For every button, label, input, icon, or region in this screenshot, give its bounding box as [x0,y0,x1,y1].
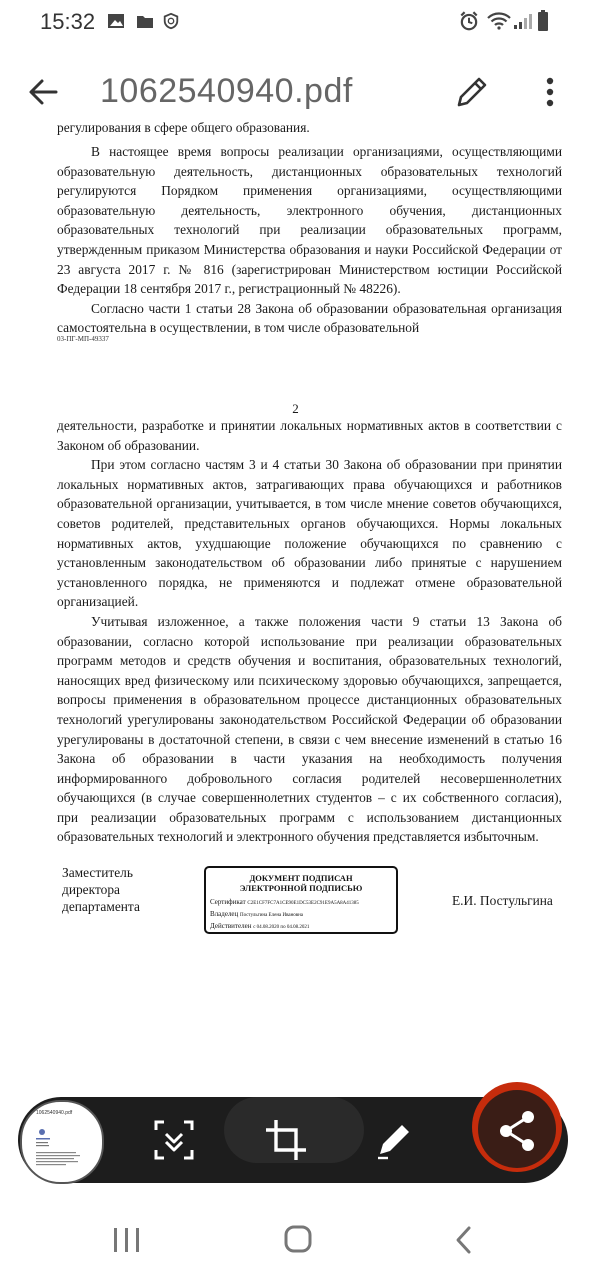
crop-icon[interactable] [258,1112,314,1168]
signer-position [62,864,140,915]
stamp-label: Сертификат [210,898,246,906]
navigation-bar [0,1200,591,1280]
signer-name: Е.И. Постульгина [452,893,553,908]
battery-icon [536,10,550,32]
clipped-text-line: регулирования в сфере общего образования. [57,120,310,135]
gallery-icon [106,10,126,32]
alarm-icon [458,10,480,32]
stamp-validity [210,921,396,933]
shield-icon [162,10,180,32]
page1-body [57,142,562,338]
status-time: 15:32 [40,9,96,34]
document-title: 1062540940.pdf [100,72,353,110]
paragraph: Согласно части 1 статьи 28 Закона об образовании образовательная организация самостоятельна в осуществлении, в том числе образовательной [57,300,562,336]
screenshot-thumbnail[interactable] [20,1100,104,1184]
pdf-page-2 [0,367,591,1200]
status-bar [0,0,591,44]
stamp-label: Действителен [210,922,252,930]
pdf-viewer[interactable] [0,120,591,1200]
stamp-owner [210,909,396,921]
home-icon[interactable] [276,1222,320,1258]
back-arrow-icon[interactable] [22,70,66,114]
folder-icon [135,10,155,32]
stamp-value: с 04.08.2020 по 04.08.2021 [253,925,310,930]
back-icon[interactable] [442,1222,486,1258]
page2-body [57,416,562,847]
signer-position-line: директора [62,882,120,897]
wifi-icon [486,10,512,32]
paragraph: При этом согласно частям 3 и 4 статьи 30 Закона об образовании при принятии локальных нормативных актов, затрагивающих права обучающихся и работников образовательной организации, учитывается, в том числе мнение советов обучающихся, советов родителей, представительных органов обучающихся. Нормы локальных нормативных актов, ухудшающие положение обучающихся по сравнению с установленным законодательством об образовании либо принятые с нарушением установленного порядка, не применяются и подлежат отмене образовательной организацией. [57,457,562,610]
paragraph: Учитывая изложенное, а также положения части 9 статьи 13 Закона об образовании, согласно которой использование при реализации образовательных программ методов и средств обучения и воспитания, образовательных технологий, наносящих вред физическому или психическому здоровью обучающихся, запрещается, вопросы применения в образовательном процессе дистанционных образовательных технологий урегулированы законодательством Российской Федерации об образовании урегулированы в достаточной степени, в связи с чем внесение изменений в статью 16 Закона об образовании в части указания на необходимость получения информированного добровольного согласия родителей несовершеннолетних обучающихся (в случае совершеннолетних студентов – с их собственного согласия), при реализации образовательных программ с использованием дистанционных образовательных технологий и электронного обучения представляется избыточным. [57,613,562,845]
paragraph: В настоящее время вопросы реализации организациями, осуществляющими образовательную деятельность, дистанционных образовательных технологий регулируются Порядком применения организациями, осуществляющими образовательную деятельность, электронного обучения, дистанционных образовательных технологий при реализации образовательных программ, утвержденным приказом Министерства образования и науки Российской Федерации от 23 августа 2017 г. № 816 (зарегистрирован Министерством юстиции Российской Федерации 18 сентября 2017 г., регистрационный № 48226). [57,144,562,297]
stamp-value: C2E1CF7FC7A1CE90E1DC53E2C91E9A5A8A41385 [247,901,359,906]
stamp-heading: ЭЛЕКТРОННОЙ ПОДПИСЬЮ [239,883,363,893]
signer-position-line: Заместитель [62,865,133,880]
stamp-value: Постульгина Елена Ивановна [240,913,304,918]
page-number: 2 [292,401,299,416]
share-button[interactable] [472,1082,562,1172]
pen-icon[interactable] [366,1112,422,1168]
stamp-heading: ДОКУМЕНТ ПОДПИСАН [249,873,353,883]
stamp-certificate [210,897,396,909]
stamp-label: Владелец [210,910,239,918]
more-options-icon[interactable] [532,70,568,114]
signal-icon [512,10,532,32]
signer-position-line: департамента [62,899,140,914]
edit-pencil-icon[interactable] [450,70,494,114]
share-icon [486,1100,548,1162]
document-code: 03-ПГ-МП-49337 [57,335,109,343]
electronic-signature-stamp [204,866,398,934]
recent-apps-icon[interactable] [104,1222,148,1258]
thumbnail-caption: 1062540940.pdf [36,1110,73,1116]
thumbnail-preview-icon [32,1122,92,1174]
paragraph: деятельности, разработке и принятии локальных нормативных актов в соответствии с Законом об образовании. [57,418,562,453]
smart-select-icon[interactable] [146,1112,202,1168]
